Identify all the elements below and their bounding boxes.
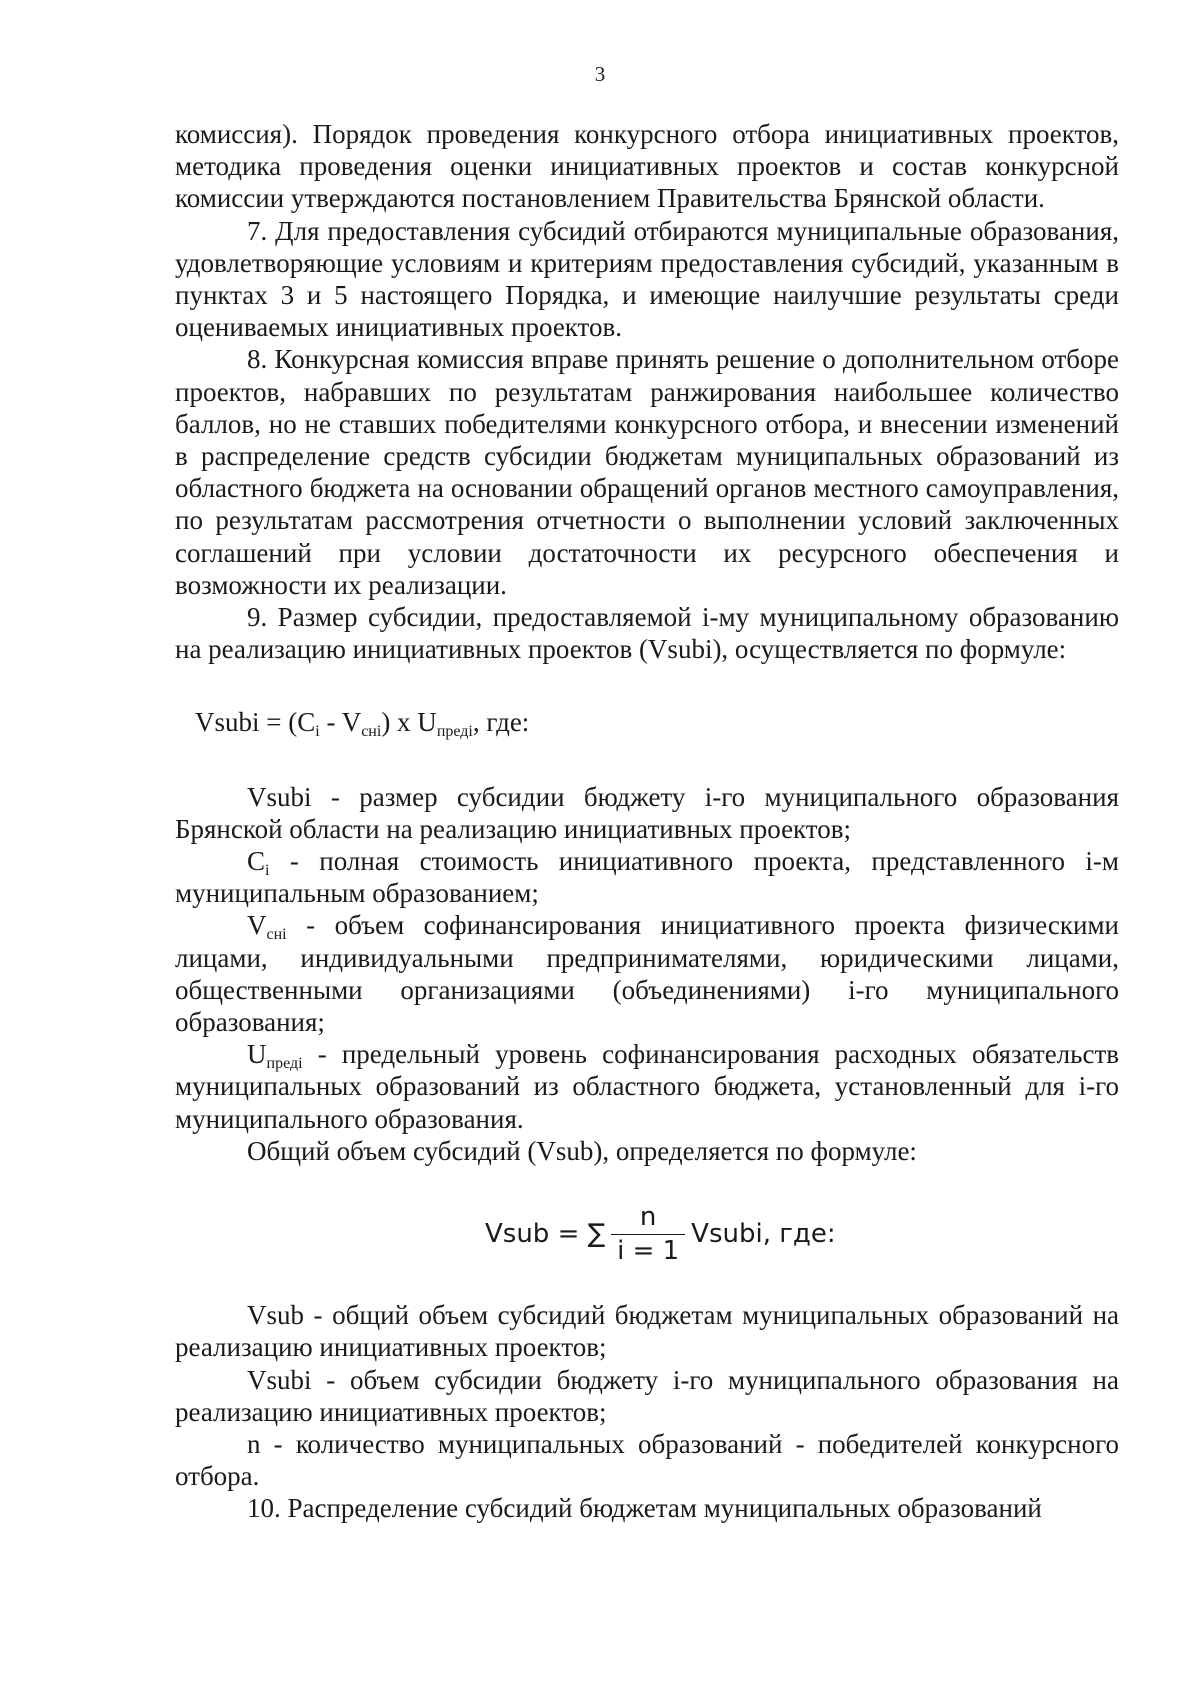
upredi-symbol: U [247,1039,267,1070]
ci-subscript: i [265,862,270,880]
formula-sub-cni: сні [361,723,382,741]
definition-upredi [175,1038,1119,1135]
formula2-fraction [611,1203,685,1265]
ci-text: - полная стоимость инициативного проекта, представленного i-м муниципальным образованием; [175,846,1119,909]
formula2-denominator: i = 1 [617,1235,680,1266]
ci-symbol: C [247,846,266,877]
document-body [175,118,1119,1525]
formula-lhs: Vsubi = (C [195,707,316,738]
paragraph-8: 8. Конкурсная комиссия вправе принять решение о дополнительном отборе проектов, набравших по результатам ранжирования наибольшее количество баллов, но не ставших победителями конкурсного отбора, и внесении изменений в распределение средств субсидии бюджетам муниципальных образований из областного бюджета на основании обращений органов местного самоуправления, по результатам рассмотрения отчетности о выполнении условий заключенных соглашений при условии достаточности их ресурсного обеспечения и возможности их реализации. [175,344,1119,600]
formula-times-u: ) x U [381,707,437,738]
paragraph-7: 7. Для предоставления субсидий отбираются муниципальные образования, удовлетворяющие условиям и критериям предоставления субсидий, указанным в пунктах 3 и 5 настоящего Порядка, и имеющие наилучшие результаты среди оцениваемых инициативных проектов. [175,215,1119,343]
paragraph-9: 9. Размер субсидии, предоставляемой i-му муниципальному образованию на реализацию инициативных проектов (Vsubi), осуществляется по формуле: [175,602,1119,665]
definition-n: n - количество муниципальных образований - победителей конкурсного отбора. [175,1428,1119,1492]
formula-sub-predi: преді [436,723,473,741]
page-number: 3 [594,62,606,86]
total-subsidy-intro: Общий объем субсидий (Vsub), определяется по формуле: [247,1135,917,1166]
paragraph-continuation: комиссия). Порядок проведения конкурсного отбора инициативных проектов, методика проведения оценки инициативных проектов и состав конкурсной комиссии утверждаются постановлением Правительства Брянской области. [175,119,1119,214]
formula-sub-i: i [315,723,320,741]
vcni-symbol: V [247,910,267,941]
formula-minus-v: - V [319,707,362,738]
upredi-subscript: преді [266,1055,303,1073]
definition-vsubi-2: Vsubi - объем субсидии бюджету i-го муниципального образования на реализацию инициативных проектов; [175,1364,1119,1427]
vcni-text: - объем софинансирования инициативного проекта физическими лицами, индивидуальными предпринимателями, юридическими лицами, общественными организациями (объединениями) i-го муниципального образования; [175,910,1119,1038]
formula2-rhs: Vsubi, где: [691,1218,836,1249]
definition-vcni [175,909,1119,1038]
vcni-subscript: сні [266,926,287,944]
formula2-numerator: n [611,1203,685,1235]
subsidy-formula [175,706,1119,741]
definition-vsubi: Vsubi - размер субсидии бюджету i-го муниципального образования Брянской области на реализацию инициативных проектов; [175,781,1119,844]
paragraph-10: 10. Распределение субсидий бюджетам муниципальных образований [247,1493,1042,1524]
total-subsidy-formula [175,1189,1119,1279]
definition-ci [175,845,1119,909]
formula2-lhs: Vsub = ∑ [485,1218,606,1249]
upredi-text: - предельный уровень софинансирования расходных обязательств муниципальных образований из областного бюджета, установленный для i-го муниципального образования. [175,1039,1119,1134]
formula-tail: , где: [472,707,530,738]
definition-vsub: Vsub - общий объем субсидий бюджетам муниципальных образований на реализацию инициативных проектов; [175,1300,1119,1363]
